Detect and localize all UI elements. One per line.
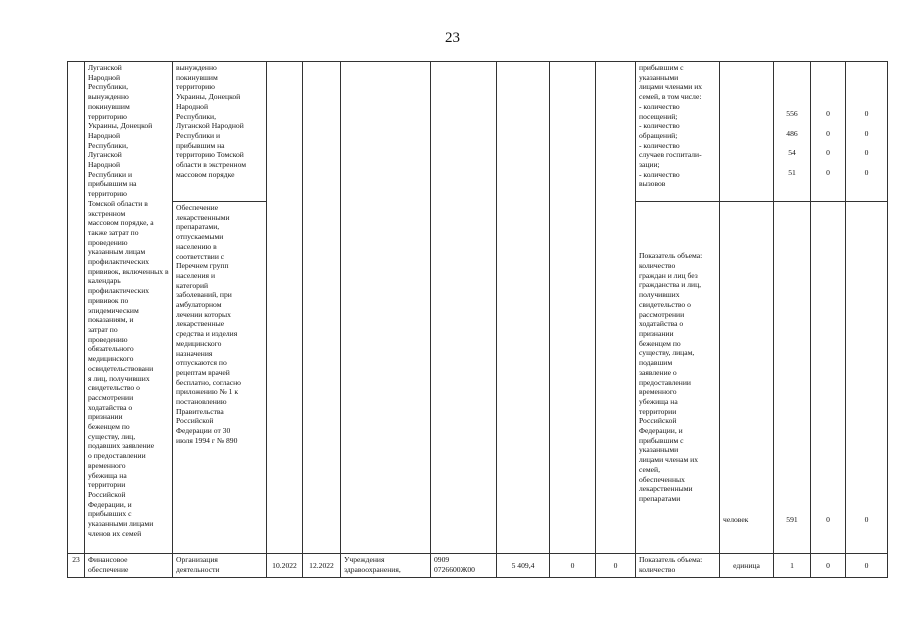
indicator-cell-1: прибывшим с указанными лицами членами их семей, в том числе: - количество посещений; - количество обращений; - количество случаев госпитали- зации; - количество вызовов bbox=[636, 62, 720, 202]
value-year-1-cell bbox=[774, 62, 811, 202]
unit: единица bbox=[720, 554, 774, 578]
page-number: 23 bbox=[445, 30, 460, 46]
value-calls-y1: 51 bbox=[788, 167, 796, 177]
end-date-cell bbox=[303, 62, 341, 554]
fund-1-cell bbox=[550, 62, 596, 554]
value-calls-y3: 0 bbox=[864, 167, 869, 177]
value-calls-y2: 0 bbox=[826, 167, 830, 177]
activity-cell-1: вынужденно покинувшим территорию Украины, Донецкой Народной Республики, Луганской Народной Республики и прибывшим на территорию Томской области в экстренном массовом порядке bbox=[173, 62, 267, 202]
executor: Учреждения здравоохранения, bbox=[341, 554, 431, 578]
value-medicine-y1: 591 bbox=[774, 202, 811, 554]
unit-cell-2: человек bbox=[720, 202, 774, 554]
value-y1: 1 bbox=[774, 554, 811, 578]
value-hospitalizations-y2: 0 bbox=[826, 148, 830, 157]
fund-1: 0 bbox=[550, 554, 596, 578]
indicator-cell-2: Показатель объема: количество граждан и лиц без гражданства и лиц, получивших свидетельство о рассмотрении ходатайства о признании беженцем по существу, лицам, подавшим заявление о предоставлении временного убежища на территории Российской Федерации, и прибывшим с указанными лицами членам их семей, обеспеченных лекарственными препаратами bbox=[636, 202, 720, 554]
value-year-2-cell bbox=[811, 62, 846, 202]
program-table bbox=[67, 61, 888, 578]
start-date-cell bbox=[267, 62, 303, 554]
value-medicine-y3: 0 bbox=[846, 202, 888, 554]
event-description-cell: Луганской Народной Республики, вынужденно покинувшим территорию Украины, Донецкой Народной Республики, Луганской Народной Республики и прибывшим на территорию Томской области в экстренном массовом порядке, а также затрат по проведению указанным лицам профилактических прививок, включенных в календарь профилактических прививок по эпидемическим показаниям, и затрат по проведению обязательного медицинского освидетельствовани я лиц, получивших свидетельство о рассмотрении ходатайства о признании беженцем по существу, лиц, подавших заявление о предоставлении временного убежища на территории Российской Федерации, и прибывших с указанными лицами членов их семей bbox=[85, 62, 173, 554]
value-hospitalizations-y3: 0 bbox=[864, 148, 869, 157]
amount-cell bbox=[497, 62, 550, 554]
value-visits-y1: 556 bbox=[786, 109, 798, 118]
value-visits-y3: 0 bbox=[864, 109, 869, 118]
event-description: Финансовое обеспечение bbox=[85, 554, 173, 578]
value-year-3-cell bbox=[846, 62, 888, 202]
row-number-cell bbox=[68, 62, 85, 554]
fund-2: 0 bbox=[596, 554, 636, 578]
fund-2-cell bbox=[596, 62, 636, 554]
table-row-continuation-1 bbox=[68, 62, 888, 202]
indicator: Показатель объема: количество bbox=[636, 554, 720, 578]
activity-cell-2: Обеспечение лекарственными препаратами, отпускаемыми населению в соответствии с Перечнем групп населения и категорий заболеваний, при амбулаторном лечении которых лекарственные средства и изделия медицинского назначения отпускаются по рецептам врачей бесплатно, согласно приложению № 1 к постановлению Правительства Российской Федерации от 30 июля 1994 г № 890 bbox=[173, 202, 267, 554]
value-y2: 0 bbox=[811, 554, 846, 578]
value-medicine-y2: 0 bbox=[811, 202, 846, 554]
unit-cell-1 bbox=[720, 62, 774, 202]
row-number: 23 bbox=[68, 554, 85, 578]
value-appeals-y1: 486 bbox=[786, 128, 798, 138]
start-date: 10.2022 bbox=[267, 554, 303, 578]
value-appeals-y2: 0 bbox=[826, 128, 830, 138]
value-hospitalizations-y1: 54 bbox=[788, 148, 796, 157]
table-row-23 bbox=[68, 554, 888, 578]
value-appeals-y3: 0 bbox=[864, 128, 869, 138]
budget-code: 0909 0726600Ж00 bbox=[431, 554, 497, 578]
activity: Организация деятельности bbox=[173, 554, 267, 578]
value-visits-y2: 0 bbox=[826, 109, 830, 118]
amount: 5 409,4 bbox=[497, 554, 550, 578]
end-date: 12.2022 bbox=[303, 554, 341, 578]
budget-code-cell bbox=[431, 62, 497, 554]
value-y3: 0 bbox=[846, 554, 888, 578]
executor-cell bbox=[341, 62, 431, 554]
